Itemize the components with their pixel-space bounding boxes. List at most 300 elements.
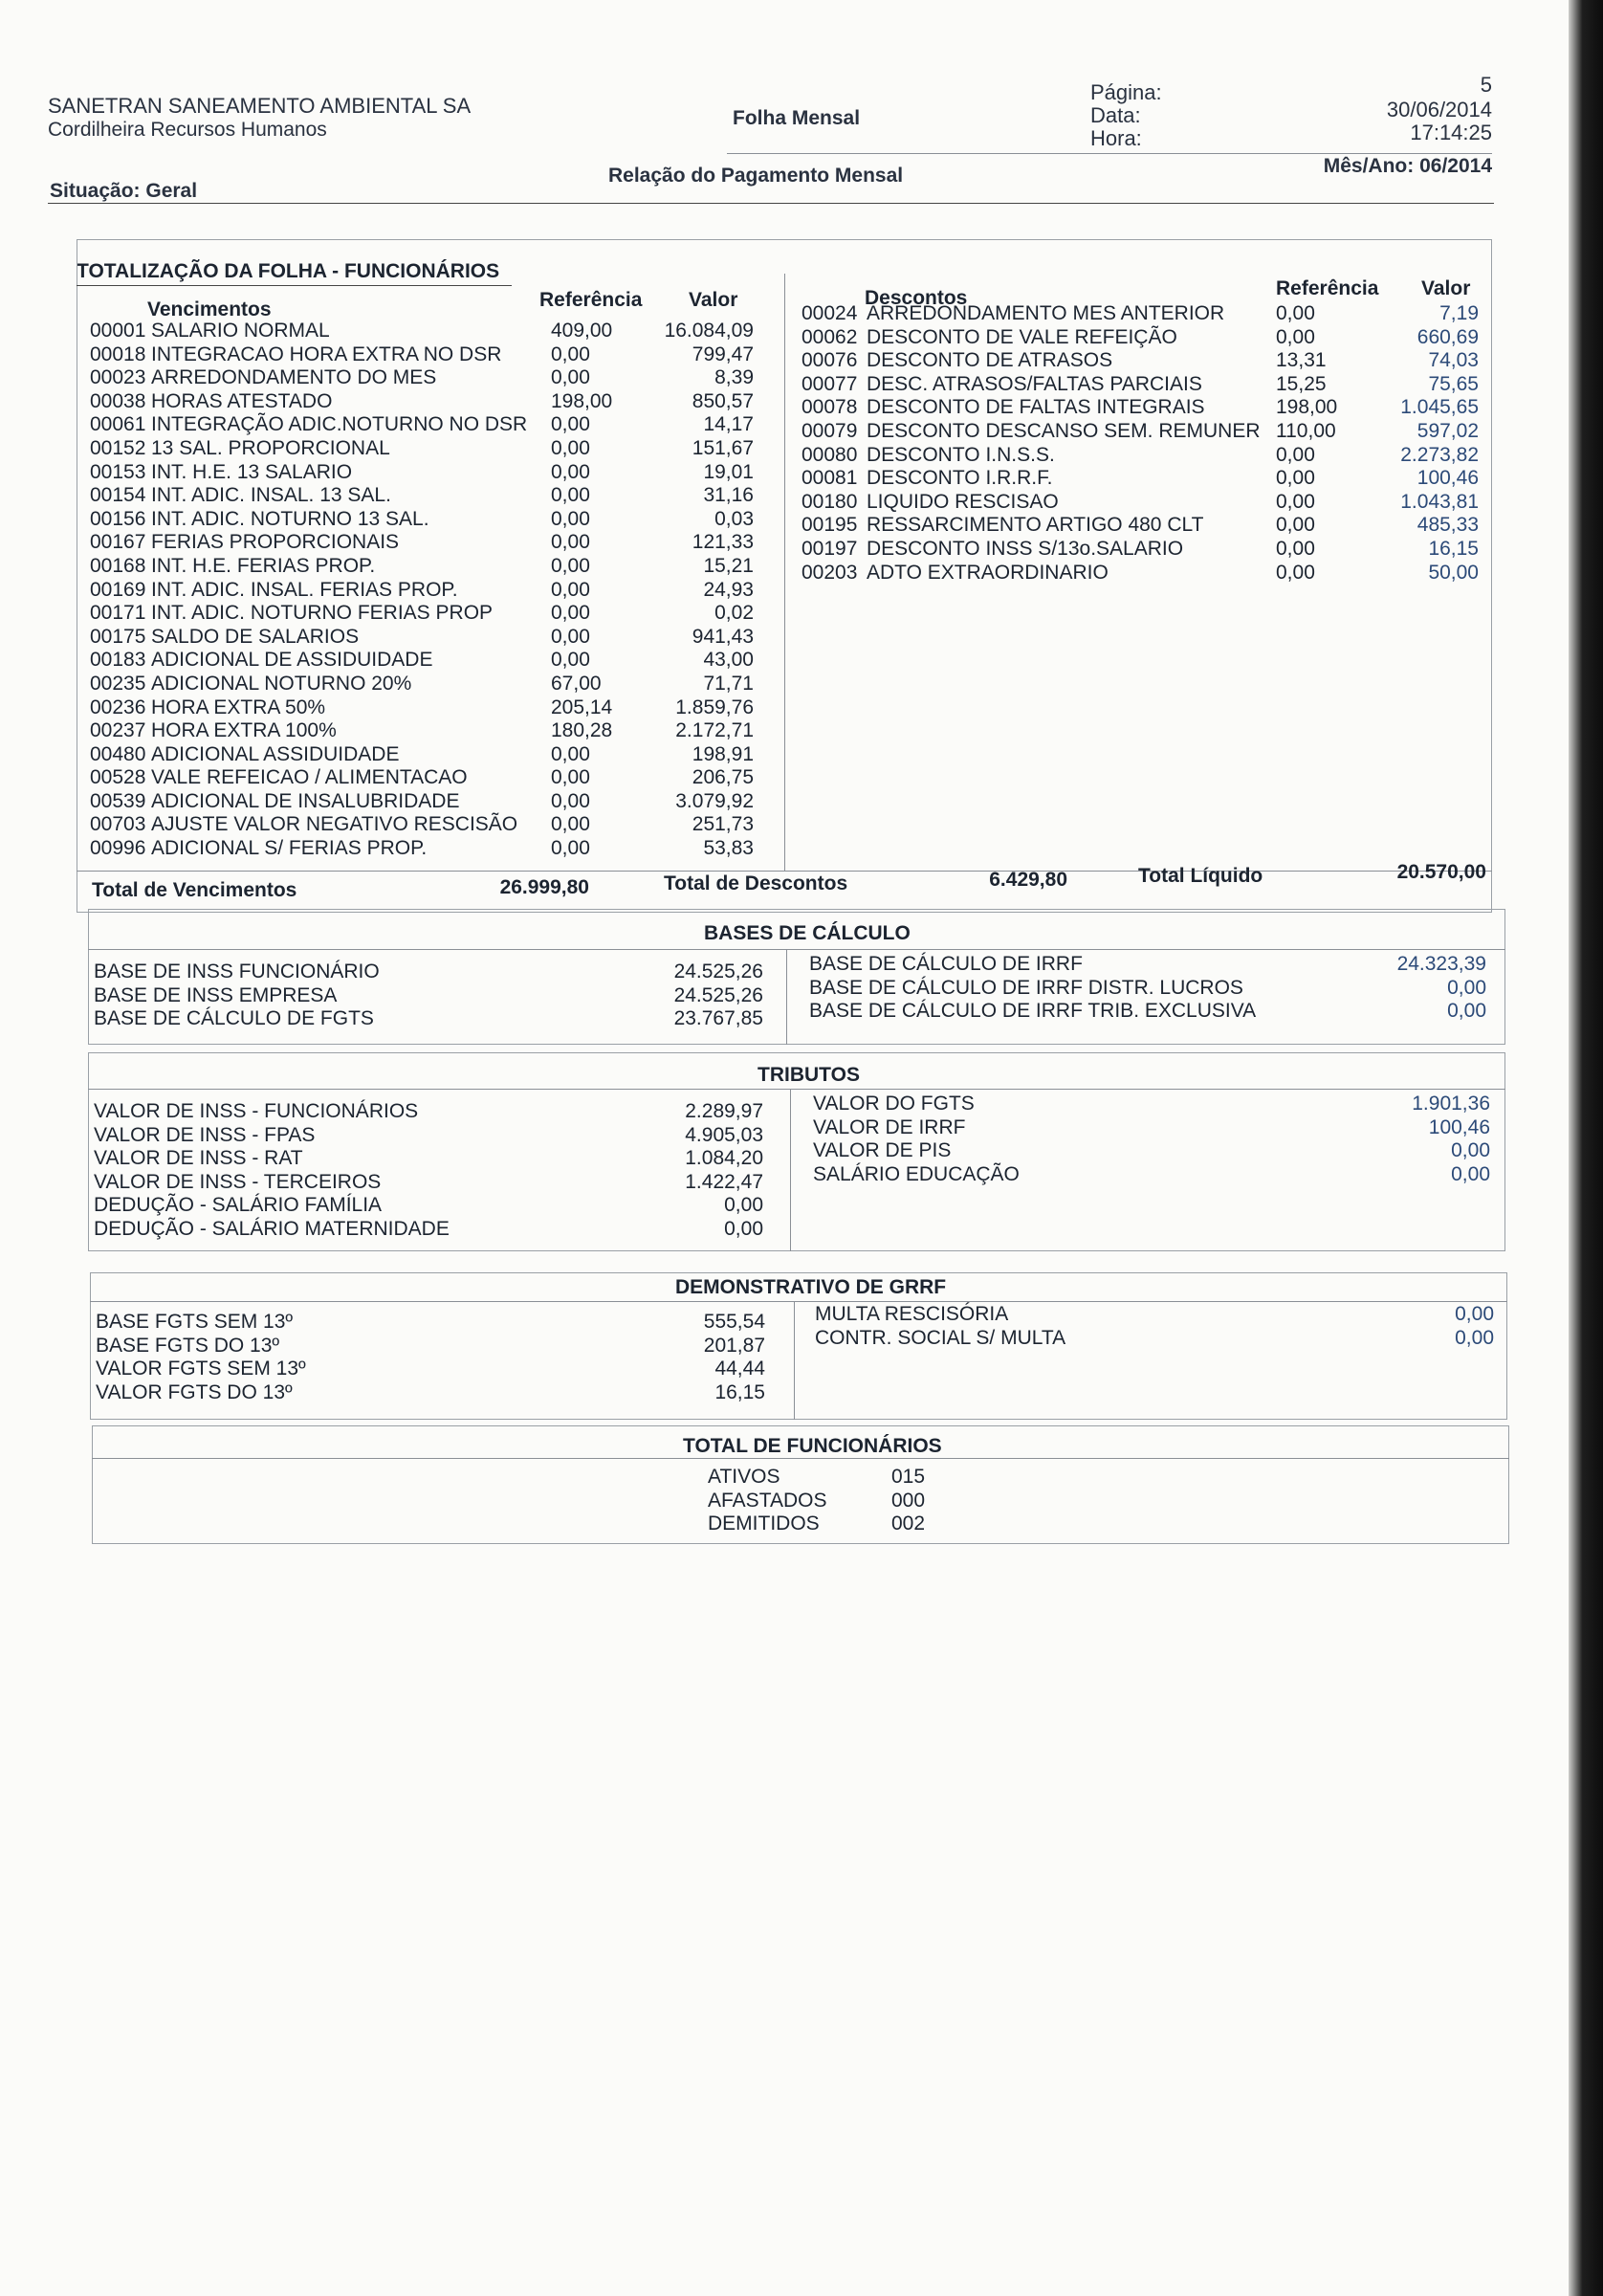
vencimento-desc: INT. ADIC. NOTURNO FERIAS PROP: [151, 602, 494, 625]
vencimento-code: 00001: [90, 320, 146, 342]
desconto-row: [786, 491, 1492, 515]
base-right-value: 0,00: [1447, 976, 1486, 999]
total-vencimentos-value: 26.999,80: [499, 876, 589, 898]
vencimento-code: 00154: [90, 484, 146, 507]
vencimentos-header-valor: Valor: [689, 289, 738, 311]
vencimento-valor: 24,93: [703, 578, 754, 601]
desconto-desc: DESCONTO DE ATRASOS: [867, 349, 1113, 372]
desconto-code: 00079: [802, 419, 858, 442]
grrf-right-label: CONTR. SOCIAL S/ MULTA: [815, 1326, 1066, 1349]
header-divider: [48, 203, 1494, 204]
desconto-ref: 13,31: [1276, 349, 1327, 372]
tributo-left-row: [94, 1218, 769, 1242]
funcionario-row: [708, 1512, 995, 1536]
vencimento-ref: 0,00: [551, 602, 590, 625]
grrf-left-label: BASE FGTS SEM 13º: [96, 1311, 294, 1333]
descontos-header-valor: Valor: [1421, 277, 1471, 299]
page-number: 5: [1480, 73, 1492, 97]
grrf-right-row: [815, 1327, 1496, 1351]
desconto-ref: 0,00: [1276, 443, 1315, 466]
desconto-valor: 660,69: [1416, 325, 1479, 348]
vencimento-desc: HORA EXTRA 50%: [151, 695, 326, 718]
desconto-desc: DESCONTO DE VALE REFEIÇÃO: [867, 325, 1177, 348]
vencimento-code: 00528: [90, 766, 146, 789]
grrf-left-row: [96, 1381, 771, 1405]
vencimento-row: [77, 837, 784, 861]
desconto-row: [786, 562, 1492, 585]
vencimento-ref: 0,00: [551, 460, 590, 483]
vencimento-row: [77, 555, 784, 579]
total-liquido-value: 20.570,00: [1396, 861, 1486, 883]
funcionario-value: 015: [891, 1466, 926, 1488]
vencimento-code: 00183: [90, 649, 146, 672]
descontos-header-label: Descontos: [865, 287, 968, 309]
scan-edge: [1569, 0, 1603, 2296]
desconto-valor: 1.045,65: [1400, 396, 1479, 419]
bases-left-list: [94, 960, 769, 1031]
vencimento-ref: 0,00: [551, 436, 590, 459]
bases-title: BASES DE CÁLCULO: [704, 922, 911, 944]
desconto-code: 00077: [802, 372, 858, 395]
vencimento-ref: 0,00: [551, 554, 590, 577]
tributo-left-label: VALOR DE INSS - FUNCIONÁRIOS: [94, 1100, 419, 1122]
vencimento-desc: SALDO DE SALARIOS: [151, 625, 360, 648]
desconto-desc: LIQUIDO RESCISAO: [867, 490, 1059, 513]
report-type: Folha Mensal: [733, 107, 861, 129]
vencimento-code: 00167: [90, 531, 146, 554]
descontos-rows: [786, 302, 1492, 585]
vencimento-row: [77, 743, 784, 767]
desconto-row: [786, 326, 1492, 350]
vencimento-ref: 0,00: [551, 484, 590, 507]
vencimento-valor: 1.859,76: [675, 695, 754, 718]
vencimento-valor: 198,91: [692, 742, 754, 765]
tributos-title-rule: [88, 1089, 1505, 1090]
base-right-row: [809, 977, 1492, 1001]
vencimento-code: 00168: [90, 554, 146, 577]
desconto-row: [786, 514, 1492, 538]
vencimento-row: [77, 343, 784, 367]
vencimento-ref: 0,00: [551, 578, 590, 601]
desconto-code: 00078: [802, 396, 858, 419]
vencimento-code: 00235: [90, 672, 146, 695]
desconto-desc: DESCONTO DESCANSO SEM. REMUNER: [867, 419, 1261, 442]
base-right-value: 0,00: [1447, 1000, 1486, 1023]
report-date: 30/06/2014: [1386, 98, 1492, 121]
grrf-left-list: [96, 1311, 771, 1404]
grrf-right-label: MULTA RESCISÓRIA: [815, 1303, 1009, 1325]
tributos-title: TRIBUTOS: [758, 1064, 860, 1086]
vencimento-ref: 409,00: [551, 320, 613, 342]
vencimento-valor: 251,73: [692, 813, 754, 836]
tributo-left-value: 4.905,03: [685, 1123, 763, 1146]
desconto-desc: DESCONTO INSS S/13o.SALARIO: [867, 537, 1184, 560]
vencimento-ref: 180,28: [551, 719, 613, 742]
vencimento-row: [77, 579, 784, 603]
base-right-row: [809, 953, 1492, 977]
bases-title-rule: [88, 949, 1505, 950]
desconto-row: [786, 396, 1492, 420]
desconto-valor: 75,65: [1428, 372, 1479, 395]
desconto-row: [786, 420, 1492, 444]
vencimento-row: [77, 437, 784, 461]
vencimento-code: 00169: [90, 578, 146, 601]
vencimento-row: [77, 531, 784, 555]
base-left-label: BASE DE INSS EMPRESA: [94, 983, 338, 1006]
vencimento-valor: 14,17: [703, 413, 754, 436]
base-left-value: 23.767,85: [673, 1007, 763, 1030]
total-descontos-label: Total de Descontos: [664, 872, 848, 894]
base-left-label: BASE DE INSS FUNCIONÁRIO: [94, 960, 380, 982]
desconto-ref: 0,00: [1276, 325, 1315, 348]
vencimento-desc: INT. ADIC. NOTURNO 13 SAL.: [151, 507, 429, 530]
vencimento-row: [77, 413, 784, 437]
vencimento-code: 00703: [90, 813, 146, 836]
vencimento-code: 00061: [90, 413, 146, 436]
tributo-left-value: 1.422,47: [685, 1170, 763, 1193]
grrf-left-label: VALOR FGTS SEM 13º: [96, 1358, 306, 1380]
vencimento-ref: 0,00: [551, 342, 590, 365]
desconto-ref: 198,00: [1276, 396, 1338, 419]
total-descontos-value: 6.429,80: [989, 869, 1067, 891]
desconto-valor: 74,03: [1428, 349, 1479, 372]
vencimento-desc: ARREDONDAMENTO DO MES: [151, 366, 437, 389]
desconto-ref: 0,00: [1276, 490, 1315, 513]
tributo-right-row: [813, 1163, 1496, 1187]
desconto-code: 00080: [802, 443, 858, 466]
base-right-value: 24.323,39: [1396, 953, 1486, 975]
tributo-right-row: [813, 1116, 1496, 1140]
vencimento-desc: ADICIONAL DE ASSIDUIDADE: [151, 649, 433, 672]
descontos-header-ref: Referência: [1276, 277, 1379, 299]
tributo-right-label: SALÁRIO EDUCAÇÃO: [813, 1162, 1020, 1185]
vencimento-row: [77, 673, 784, 696]
tributo-left-row: [94, 1147, 769, 1171]
tributo-right-label: VALOR DE IRRF: [813, 1115, 966, 1138]
vencimento-ref: 0,00: [551, 507, 590, 530]
grrf-right-value: 0,00: [1455, 1326, 1494, 1349]
vencimento-ref: 0,00: [551, 366, 590, 389]
vencimento-desc: INTEGRACAO HORA EXTRA NO DSR: [151, 342, 502, 365]
vencimento-desc: FERIAS PROPORCIONAIS: [151, 531, 400, 554]
vencimento-row: [77, 320, 784, 343]
tributo-left-row: [94, 1194, 769, 1218]
desconto-desc: ADTO EXTRAORDINARIO: [867, 561, 1109, 584]
desconto-valor: 16,15: [1428, 537, 1479, 560]
desconto-row: [786, 349, 1492, 373]
vencimento-desc: ADICIONAL DE INSALUBRIDADE: [151, 789, 460, 812]
base-left-row: [94, 960, 769, 984]
tributos-divider: [790, 1089, 791, 1251]
grrf-left-row: [96, 1311, 771, 1335]
vencimento-valor: 8,39: [714, 366, 754, 389]
base-left-label: BASE DE CÁLCULO DE FGTS: [94, 1007, 374, 1030]
vencimentos-rows: [77, 320, 784, 861]
vencimento-code: 00539: [90, 789, 146, 812]
funcionarios-title: TOTAL DE FUNCIONÁRIOS: [683, 1435, 942, 1457]
funcionario-label: ATIVOS: [708, 1466, 780, 1488]
vencimento-code: 00153: [90, 460, 146, 483]
vencimento-valor: 121,33: [692, 531, 754, 554]
desconto-row: [786, 538, 1492, 562]
vencimento-desc: HORAS ATESTADO: [151, 389, 333, 412]
vencimento-code: 00237: [90, 719, 146, 742]
vencimento-row: [77, 696, 784, 720]
grrf-right-value: 0,00: [1455, 1303, 1494, 1325]
desconto-valor: 597,02: [1416, 419, 1479, 442]
desconto-code: 00203: [802, 561, 858, 584]
bases-right-list: [809, 953, 1492, 1024]
vencimento-valor: 3.079,92: [675, 789, 754, 812]
desconto-valor: 7,19: [1439, 302, 1479, 324]
vencimento-row: [77, 719, 784, 743]
totals-rule: [77, 871, 1492, 872]
funcionario-value: 000: [891, 1489, 926, 1512]
vencimento-row: [77, 508, 784, 532]
desconto-desc: RESSARCIMENTO ARTIGO 480 CLT: [867, 514, 1204, 537]
tributo-left-value: 2.289,97: [685, 1100, 763, 1122]
vencimento-desc: 13 SAL. PROPORCIONAL: [151, 436, 390, 459]
desconto-valor: 1.043,81: [1400, 490, 1479, 513]
vencimento-desc: VALE REFEICAO / ALIMENTACAO: [151, 766, 468, 789]
base-left-row: [94, 1007, 769, 1031]
vencimento-valor: 43,00: [703, 649, 754, 672]
time-label: Hora:: [1090, 126, 1142, 150]
tributo-left-label: VALOR DE INSS - RAT: [94, 1147, 303, 1170]
vencimento-valor: 2.172,71: [675, 719, 754, 742]
vencimento-ref: 0,00: [551, 742, 590, 765]
total-liquido-label: Total Líquido: [1138, 865, 1263, 887]
desconto-code: 00195: [802, 514, 858, 537]
vencimento-ref: 198,00: [551, 389, 613, 412]
vencimento-valor: 53,83: [703, 837, 754, 860]
desconto-desc: DESCONTO DE FALTAS INTEGRAIS: [867, 396, 1205, 419]
report-title: Relação do Pagamento Mensal: [608, 165, 904, 187]
desconto-code: 00197: [802, 537, 858, 560]
bases-divider: [786, 949, 787, 1045]
tributo-left-label: DEDUÇÃO - SALÁRIO FAMÍLIA: [94, 1194, 383, 1217]
vencimento-ref: 0,00: [551, 813, 590, 836]
tributo-left-row: [94, 1100, 769, 1124]
grrf-right-row: [815, 1303, 1496, 1327]
vencimento-row: [77, 626, 784, 650]
vencimento-row: [77, 366, 784, 390]
vencimento-row: [77, 649, 784, 673]
department-name: Cordilheira Recursos Humanos: [48, 119, 327, 141]
desconto-ref: 0,00: [1276, 561, 1315, 584]
vencimento-ref: 0,00: [551, 766, 590, 789]
grrf-left-label: BASE FGTS DO 13º: [96, 1334, 280, 1357]
tributo-right-label: VALOR DO FGTS: [813, 1093, 975, 1115]
vencimento-valor: 0,02: [714, 602, 754, 625]
tributo-right-value: 100,46: [1428, 1115, 1490, 1138]
vencimento-valor: 799,47: [692, 342, 754, 365]
tributo-right-row: [813, 1093, 1496, 1116]
vencimento-desc: ADICIONAL NOTURNO 20%: [151, 672, 412, 695]
desconto-desc: DESCONTO I.R.R.F.: [867, 467, 1053, 490]
desconto-row: [786, 467, 1492, 491]
grrf-left-value: 44,44: [714, 1358, 765, 1380]
page-label: Página:: [1090, 80, 1162, 104]
vencimento-row: [77, 602, 784, 626]
vencimento-valor: 15,21: [703, 554, 754, 577]
grrf-title: DEMONSTRATIVO DE GRRF: [675, 1276, 947, 1298]
vencimentos-header-label: Vencimentos: [147, 298, 272, 320]
desconto-ref: 0,00: [1276, 514, 1315, 537]
tributo-left-label: VALOR DE INSS - FPAS: [94, 1123, 316, 1146]
vencimento-code: 00236: [90, 695, 146, 718]
vencimento-valor: 71,71: [703, 672, 754, 695]
situacao-label: Situação: Geral: [50, 180, 198, 202]
vencimento-ref: 205,14: [551, 695, 613, 718]
base-left-value: 24.525,26: [673, 983, 763, 1006]
funcionario-label: DEMITIDOS: [708, 1512, 820, 1535]
vencimentos-table: [77, 289, 784, 869]
vencimento-valor: 850,57: [692, 389, 754, 412]
vencimento-ref: 0,00: [551, 649, 590, 672]
desconto-row: [786, 302, 1492, 326]
grrf-title-rule: [90, 1301, 1507, 1302]
vencimento-valor: 31,16: [703, 484, 754, 507]
desconto-code: 00081: [802, 467, 858, 490]
vencimento-code: 00171: [90, 602, 146, 625]
desconto-row: [786, 373, 1492, 397]
funcionario-row: [708, 1490, 995, 1513]
desconto-desc: DESC. ATRASOS/FALTAS PARCIAIS: [867, 372, 1202, 395]
tributo-left-value: 1.084,20: [685, 1147, 763, 1170]
desconto-valor: 485,33: [1416, 514, 1479, 537]
vencimento-code: 00996: [90, 837, 146, 860]
total-vencimentos-label: Total de Vencimentos: [92, 879, 297, 901]
desconto-valor: 50,00: [1428, 561, 1479, 584]
descontos-table: [786, 277, 1492, 584]
tributos-right-list: [813, 1093, 1496, 1186]
grrf-left-row: [96, 1335, 771, 1358]
vencimento-valor: 0,03: [714, 507, 754, 530]
vencimento-desc: ADICIONAL S/ FERIAS PROP.: [151, 837, 428, 860]
vencimento-code: 00152: [90, 436, 146, 459]
vencimento-code: 00023: [90, 366, 146, 389]
vencimento-valor: 941,43: [692, 625, 754, 648]
tributo-right-value: 1.901,36: [1412, 1093, 1490, 1115]
desconto-ref: 110,00: [1276, 419, 1336, 442]
vencimento-desc: SALARIO NORMAL: [151, 320, 330, 342]
desconto-ref: 15,25: [1276, 372, 1327, 395]
funcionarios-title-rule: [92, 1458, 1509, 1459]
vencimento-ref: 0,00: [551, 531, 590, 554]
tributo-right-label: VALOR DE PIS: [813, 1139, 952, 1162]
vencimento-row: [77, 390, 784, 414]
desconto-valor: 100,46: [1416, 467, 1479, 490]
base-right-row: [809, 1000, 1492, 1024]
funcionario-row: [708, 1466, 995, 1490]
tributo-left-row: [94, 1171, 769, 1195]
tributo-left-value: 0,00: [724, 1217, 763, 1240]
grrf-left-value: 555,54: [703, 1311, 765, 1333]
vencimento-desc: AJUSTE VALOR NEGATIVO RESCISÃO: [151, 813, 518, 836]
tributo-right-value: 0,00: [1451, 1162, 1490, 1185]
vencimento-desc: INT. H.E. 13 SALARIO: [151, 460, 353, 483]
vencimento-desc: INTEGRAÇÃO ADIC.NOTURNO NO DSR: [151, 413, 528, 436]
vencimentos-header-ref: Referência: [539, 289, 643, 311]
grrf-left-row: [96, 1358, 771, 1381]
vencimento-desc: ADICIONAL ASSIDUIDADE: [151, 742, 400, 765]
desconto-ref: 0,00: [1276, 302, 1315, 324]
totalizacao-divider: [784, 274, 785, 871]
desconto-valor: 2.273,82: [1400, 443, 1479, 466]
desconto-code: 00062: [802, 325, 858, 348]
tributo-left-value: 0,00: [724, 1194, 763, 1217]
base-right-label: BASE DE CÁLCULO DE IRRF TRIB. EXCLUSIVA: [809, 1000, 1257, 1023]
tributo-right-value: 0,00: [1451, 1139, 1490, 1162]
tributo-left-label: DEDUÇÃO - SALÁRIO MATERNIDADE: [94, 1217, 450, 1240]
vencimento-code: 00018: [90, 342, 146, 365]
desconto-code: 00180: [802, 490, 858, 513]
vencimento-row: [77, 484, 784, 508]
funcionario-value: 002: [891, 1512, 926, 1535]
vencimento-code: 00175: [90, 625, 146, 648]
totalizacao-title: TOTALIZAÇÃO DA FOLHA - FUNCIONÁRIOS: [77, 260, 500, 282]
funcionario-label: AFASTADOS: [708, 1489, 827, 1512]
vencimento-desc: INT. H.E. FERIAS PROP.: [151, 554, 376, 577]
header-rule: [727, 153, 1492, 154]
vencimento-valor: 206,75: [692, 766, 754, 789]
vencimento-ref: 0,00: [551, 625, 590, 648]
vencimento-valor: 16.084,09: [664, 320, 754, 342]
grrf-left-label: VALOR FGTS DO 13º: [96, 1380, 293, 1403]
tributos-left-list: [94, 1100, 769, 1242]
vencimento-ref: 67,00: [551, 672, 602, 695]
tributo-left-row: [94, 1124, 769, 1148]
date-label: Data:: [1090, 103, 1141, 127]
mes-ano: Mês/Ano: 06/2014: [1323, 155, 1492, 177]
grrf-left-value: 201,87: [703, 1334, 765, 1357]
desconto-code: 00024: [802, 302, 858, 324]
vencimento-row: [77, 766, 784, 790]
vencimento-row: [77, 813, 784, 837]
vencimento-valor: 151,67: [692, 436, 754, 459]
desconto-code: 00076: [802, 349, 858, 372]
vencimento-valor: 19,01: [703, 460, 754, 483]
report-time: 17:14:25: [1410, 121, 1492, 144]
vencimento-code: 00038: [90, 389, 146, 412]
desconto-desc: ARREDONDAMENTO MES ANTERIOR: [867, 302, 1225, 324]
vencimento-ref: 0,00: [551, 837, 590, 860]
totalizacao-title-rule: [77, 285, 512, 286]
company-name: SANETRAN SANEAMENTO AMBIENTAL SA: [48, 94, 472, 118]
tributo-left-label: VALOR DE INSS - TERCEIROS: [94, 1170, 382, 1193]
base-right-label: BASE DE CÁLCULO DE IRRF DISTR. LUCROS: [809, 976, 1243, 999]
grrf-left-value: 16,15: [714, 1380, 765, 1403]
grrf-right-list: [815, 1303, 1496, 1350]
base-left-row: [94, 984, 769, 1008]
vencimento-desc: INT. ADIC. INSAL. 13 SAL.: [151, 484, 391, 507]
desconto-ref: 0,00: [1276, 467, 1315, 490]
vencimento-ref: 0,00: [551, 789, 590, 812]
base-left-value: 24.525,26: [673, 960, 763, 982]
desconto-row: [786, 444, 1492, 468]
funcionarios-list: [708, 1466, 995, 1536]
grrf-divider: [794, 1301, 795, 1420]
vencimento-row: [77, 461, 784, 485]
tributo-right-row: [813, 1139, 1496, 1163]
vencimento-row: [77, 790, 784, 814]
desconto-ref: 0,00: [1276, 537, 1315, 560]
desconto-desc: DESCONTO I.N.S.S.: [867, 443, 1055, 466]
vencimento-desc: HORA EXTRA 100%: [151, 719, 337, 742]
base-right-label: BASE DE CÁLCULO DE IRRF: [809, 953, 1083, 975]
vencimento-code: 00156: [90, 507, 146, 530]
